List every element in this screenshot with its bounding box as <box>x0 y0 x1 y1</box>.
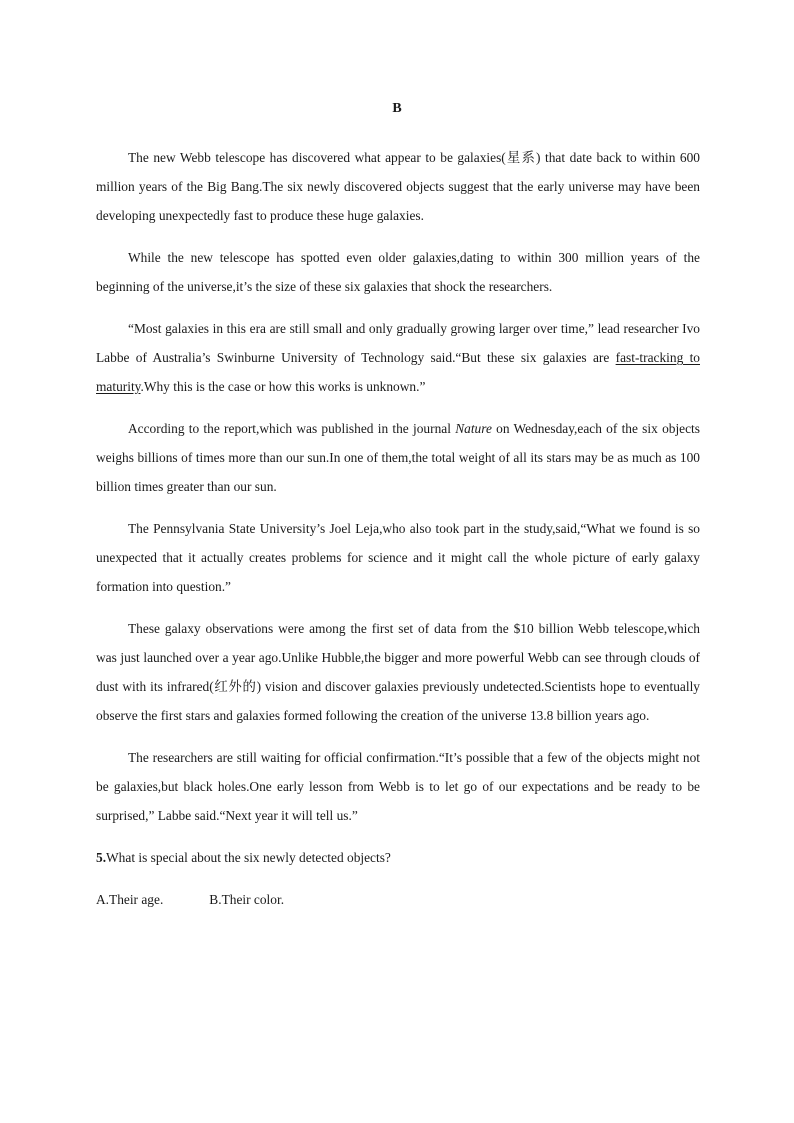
paragraph-6: These galaxy observations were among the first set of data from the $10 billion Webb telescope,which was just launched over a year ago.Unlike Hubble,the bigger and more powerful Webb can see through clouds of dust with its infrared(红外的) vision and discover galaxies previously undetected.Scientists hope to eventually observe the first stars and galaxies formed following the creation of the universe 13.8 billion years ago. <box>96 621 700 723</box>
section-label: B <box>392 101 402 116</box>
question-number: 5. <box>96 850 107 865</box>
option-b: B.Their color. <box>209 892 285 907</box>
paragraph-7: The researchers are still waiting for official confirmation.“It’s possible that a few of the objects might not be galaxies,but black holes.One early lesson from Webb is to let go of our expectations and be ready to be surprised,” Labbe said.“Next year it will tell us.” <box>96 750 700 823</box>
paragraph-3-text-after: .Why this is the case or how this works is unknown.” <box>140 379 426 394</box>
paragraph-1: The new Webb telescope has discovered what appear to be galaxies(星系) that date back to within 600 million years of the Big Bang.The six newly discovered objects suggest that the early universe may have been developing unexpectedly fast to produce these huge galaxies. <box>96 150 700 223</box>
paragraph-4 <box>96 414 700 501</box>
question-text: What is special about the six newly detected objects? <box>106 850 391 865</box>
paragraph-3-text-before: “Most galaxies in this era are still small and only gradually growing larger over time,” lead researcher Ivo Labbe of Australia’s Swinburne University of Technology said.“But these six galaxies are <box>96 321 700 365</box>
paragraph-3 <box>96 314 700 401</box>
paragraph-4-text-before: According to the report,which was published in the journal <box>128 421 456 436</box>
answer-options <box>96 885 700 914</box>
question-5 <box>96 843 700 872</box>
paragraph-5: The Pennsylvania State University’s Joel Leja,who also took part in the study,said,“What we found is so unexpected that it actually creates problems for science and it might call the whole picture of early galaxy formation into question.” <box>96 521 700 594</box>
option-a: A.Their age. <box>96 892 164 907</box>
underlined-phrase: fast-tracking to maturity <box>96 350 700 394</box>
journal-name: Nature <box>455 421 492 436</box>
paragraph-2: While the new telescope has spotted even older galaxies,dating to within 300 million years of the beginning of the universe,it’s the size of these six galaxies that shock the researchers. <box>96 250 700 294</box>
paragraph-4-text-after: on Wednesday,each of the six objects weighs billions of times more than our sun.In one of them,the total weight of all its stars may be as much as 100 billion times greater than our sun. <box>96 421 700 494</box>
passage-body <box>96 143 700 914</box>
